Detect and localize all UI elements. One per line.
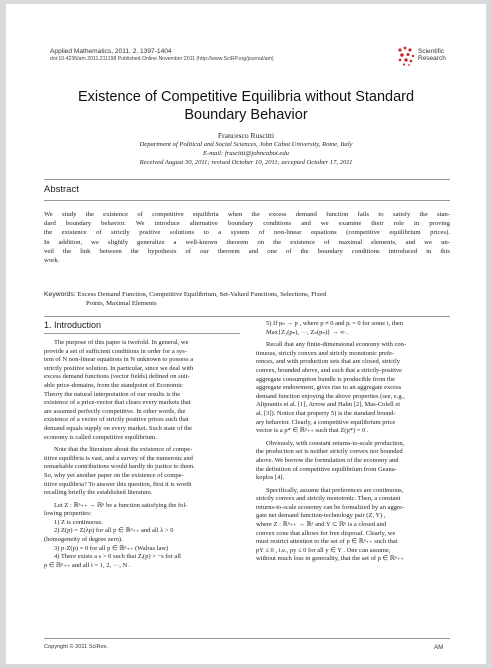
abstract-line: veil the link between the hypothesis of our theorem and one of the boundary conditions introduced in this: [44, 247, 450, 255]
section-underline: [44, 333, 240, 334]
body-line: provide a set of sufficient conditions in order for a sys-: [44, 347, 187, 355]
body-line: 4) There exists a s > 0 such that Zᵢ(p) > −s for all: [54, 553, 181, 561]
paper-page: [6, 4, 486, 664]
doi-line: doi:10.4236/am.2011.211198 Published Online November 2011 (http://www.SciRP.org/journal/am): [50, 56, 274, 62]
body-line: above. We borrow the formulation of the economy and: [256, 456, 399, 464]
body-line: tinuous, strictly convex and strictly monotonic prefe-: [256, 349, 395, 357]
body-line: koplos [4].: [256, 474, 285, 482]
abstract-line: the existence of strictly positive solutions to a system of non-linear equations (competitive equilibrium prices).: [44, 229, 450, 237]
affiliation: Department of Political and Social Sciences, John Cabot University, Rome, Italy: [139, 141, 353, 148]
body-line: Max{Z₁(pₙ), ···, Zₙ(pₙ)} → ∞ .: [266, 328, 348, 336]
body-line: convex cone that allows for free disposal. Clearly, we: [256, 529, 396, 537]
body-line: 5) If pₙ → p , where p ≠ 0 and pᵢ = 0 for some i, then: [266, 320, 404, 327]
body-line: recalling briefly the established literature.: [44, 489, 153, 497]
body-line: Recall that any finite-dimensional economy with con-: [266, 341, 407, 349]
divider: [44, 200, 450, 201]
body-line: al. [3]). Notice that property 5) is the standard bound-: [256, 409, 396, 417]
body-line: rences, and with production sets that are closed, strictly: [256, 358, 401, 366]
body-line: aggregate consumption bundle is producible from the: [256, 375, 395, 383]
body-line: the definition of competitive equilibrium from Geana-: [256, 465, 397, 473]
title-line-1: Existence of Competitive Equilibria without Standard: [77, 89, 415, 105]
body-line: strictly positive solution. In particular, since we deal with: [44, 364, 194, 372]
logo-line-1: Scientific: [418, 48, 445, 55]
author-email: E-mail: fruscitti@johncabot.edu: [203, 150, 289, 157]
footer-divider: [44, 638, 450, 639]
divider: [44, 179, 450, 180]
body-line: pY ≤ 0 , i.e., py ≤ 0 for all y ∈ Y . One can assume,: [256, 546, 391, 554]
body-line: aggregate endowment, gives rise to an aggregate excess: [256, 384, 402, 392]
received-dates: Received August 30, 2011; revised October 10, 2011; accepted October 17, 2011: [139, 159, 353, 166]
author-name: Francesco Ruscitti: [217, 131, 275, 140]
keywords-label: Keywords:: [44, 291, 76, 298]
keywords: [44, 290, 450, 308]
abstract-line: work.: [44, 257, 60, 265]
body-line: are assumed perfectly competitive. In other words, the: [44, 407, 186, 415]
body-line: Aliprantis et al. [1], Arrow and Hahn [2], Mas-Colell et: [256, 401, 401, 409]
abstract-heading: Abstract: [44, 184, 79, 195]
body-line: Note that the literature about the existence of compe-: [54, 446, 193, 454]
body-line: 2) Z(p) = Z(λp) for all p ∈ ℝⁿ₊₊ and all λ > 0: [54, 527, 174, 535]
body-line: tem of N non-linear equations in N unknown to possess a: [44, 356, 194, 364]
body-line: where Z : ℝⁿ₊₊ → ℝⁿ and Y ⊂ ℝⁿ is a closed and: [256, 521, 386, 529]
body-line: without much loss in generality, that the set of p ∈ ℝⁿ₊₊: [256, 555, 404, 563]
body-line: The purpose of this paper is twofold. In general, we: [54, 339, 189, 346]
divider: [44, 316, 450, 317]
body-line: excess demand functions (vector fields) defined on suit-: [44, 373, 190, 381]
body-line: titive equilibria is vast, and a survey of the numerous and: [44, 454, 193, 462]
body-line: 1) Z is continuous.: [54, 518, 103, 526]
body-line: lowing properties:: [44, 510, 92, 518]
body-line: remarkable contributions would hardly do justice to them.: [44, 463, 195, 471]
body-line: p ∈ ℝⁿ₊₊ and all i = 1, 2, ···, N .: [44, 561, 131, 569]
body-line: demand function enjoying the above properties (see, e.g.,: [256, 392, 405, 400]
body-line: vector is a p* ∈ ℝⁿ₊₊ such that Z(p*) = 0 .: [256, 427, 369, 435]
abstract-text: [44, 210, 450, 265]
body-line: ary behavior. Clearly, a competitive equilibrium price: [256, 418, 396, 426]
body-line: demand equals supply on every market. Such state of the: [44, 424, 193, 432]
abstract-line: dard boundary behavior. We introduce alternative boundary conditions and we examine their role in proving: [44, 220, 450, 228]
body-line: gate net demand function-technology pair (Z, Y) ,: [256, 512, 386, 520]
keywords-line-2: Points, Maximal Elements: [86, 300, 157, 308]
body-line: returns-to-scale economy can be formalized by an aggre-: [256, 503, 405, 511]
body-line: must restrict attention to the set of p ∈ ℝⁿ₊₊ such that: [256, 538, 398, 546]
body-line: Let Z : ℝⁿ₊₊ → ℝⁿ be a function satisfying the fol-: [54, 501, 188, 509]
body-line: Theory the natural interpretation of our results is the: [44, 390, 181, 398]
body-line: economy is called competitive equilibrium.: [44, 433, 157, 441]
logo-text: [418, 48, 446, 62]
body-line: titive equilibria? To answer this question, first it is worth: [44, 480, 192, 488]
title-line-2: Boundary Behavior: [184, 107, 308, 123]
body-line: existence of a vector of strictly positive prices such that: [44, 416, 189, 424]
abstract-line: We study the existence of competitive equilibria when the excess demand function fails to satisfy the stan-: [44, 211, 450, 218]
section-heading: 1. Introduction: [44, 320, 102, 330]
body-line: convex, bounded above, and such that a strictly-positive: [256, 366, 403, 374]
body-line: 3) p·Z(p) = 0 for all p ∈ ℝⁿ₊₊ (Walras law): [54, 544, 169, 552]
logo-line-2: Research: [418, 55, 446, 62]
body-line: Obviously, with constant returns-to-scale production,: [266, 439, 405, 447]
body-line: strictly convex and strictly monotonic. Then, a constant: [256, 495, 401, 503]
body-line: the production set is neither strictly convex nor bounded: [256, 448, 403, 456]
paper-title: [46, 88, 446, 124]
body-line: (homogeneity of degree zero).: [44, 536, 123, 544]
right-column: [256, 320, 450, 564]
body-line: able price-domains, from the standpoint of Economic: [44, 381, 183, 389]
keywords-line-1: Excess Demand Function, Competitive Equilibrium, Set-Valued Functions, Selections, Fixed: [75, 291, 327, 298]
body-line: existence of a price-vector that clears every markets that: [44, 399, 191, 407]
body-line: So, why yet another paper on the existence of compe-: [44, 471, 184, 479]
journal-citation: Applied Mathematics, 2011, 2, 1397-1404: [50, 48, 172, 55]
journal-abbr: AM: [434, 644, 444, 651]
copyright: Copyright © 2011 SciRes.: [44, 644, 109, 650]
body-line: Specifically, assume that preferences are continuous,: [266, 486, 404, 494]
abstract-line: In addition, we slightly generalize a well-known theorem on the existence of maximal elements, and we un-: [44, 238, 450, 246]
left-column: [44, 339, 238, 570]
